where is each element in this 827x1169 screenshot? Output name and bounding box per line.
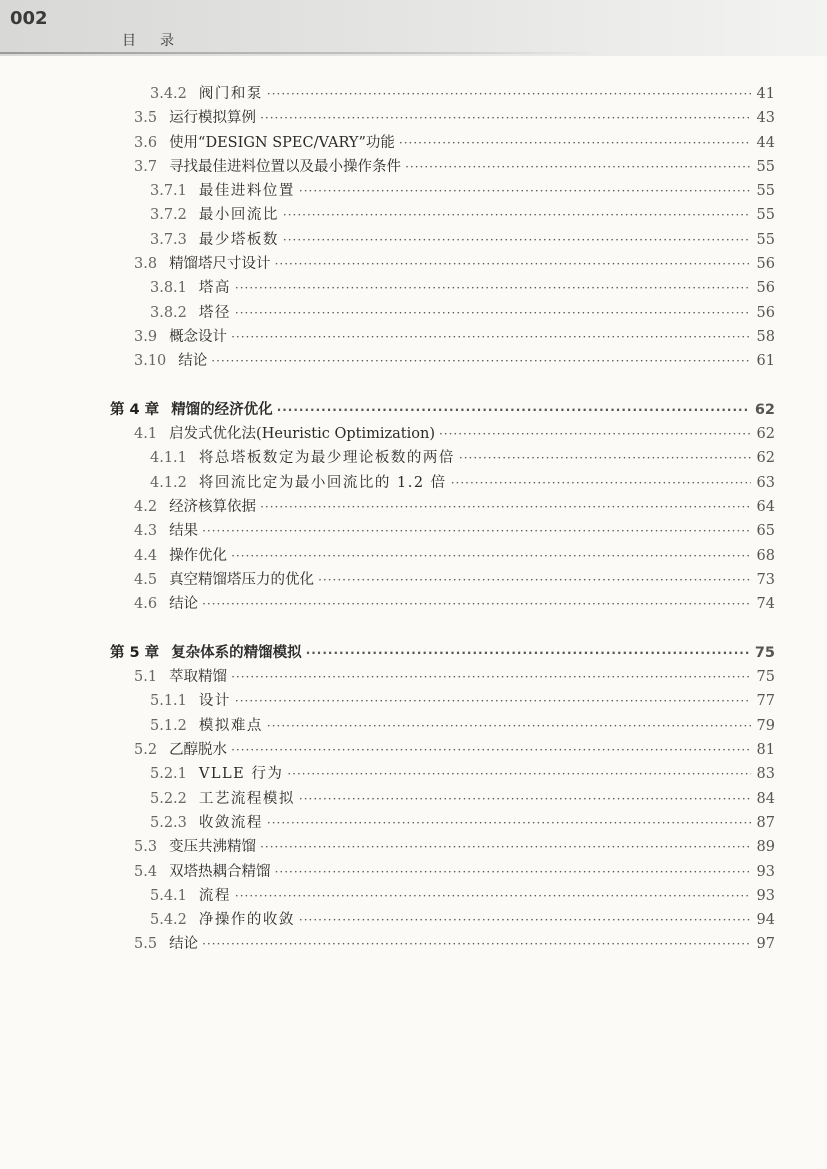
toc-dot-leader [275, 860, 751, 884]
header-rule [0, 52, 600, 54]
toc-dot-leader [235, 884, 751, 908]
toc-entry[interactable] [110, 689, 775, 713]
toc-dot-leader [235, 689, 751, 713]
toc-dot-leader [283, 228, 751, 252]
toc-dot-leader [260, 495, 750, 519]
toc-entry-page: 87 [756, 814, 775, 831]
toc-dot-leader [202, 592, 750, 616]
toc-entry[interactable] [110, 131, 775, 155]
toc-entry-page: 55 [756, 207, 775, 224]
toc-entry[interactable] [110, 932, 775, 956]
toc-entry[interactable] [110, 446, 775, 470]
toc-dot-leader [231, 325, 750, 349]
toc-entry-page: 41 [756, 86, 775, 102]
header-title: 目录 [122, 33, 198, 49]
toc-entry-page: 97 [756, 936, 775, 953]
toc-entry-number: 5.2.2 [150, 790, 187, 807]
toc-entry-title: 流程 [198, 887, 231, 904]
toc-entry-number: 3.4.2 [150, 86, 187, 102]
toc-entry-number: 5.5 [134, 936, 158, 953]
toc-entry-title: 将总塔板数定为最少理论板数的两倍 [198, 450, 455, 467]
toc-dot-leader [283, 203, 751, 227]
toc-entry-page: 93 [756, 863, 775, 880]
toc-dot-leader [299, 787, 751, 811]
toc-entry[interactable] [110, 349, 775, 373]
toc-entry-number: 3.5 [134, 110, 158, 127]
toc-entry-number: 3.9 [134, 328, 158, 345]
toc-entry[interactable] [110, 252, 775, 276]
toc-entry-number: 5.4.2 [150, 912, 187, 929]
toc-entry-page: 56 [756, 304, 775, 321]
toc-entry[interactable] [110, 422, 775, 446]
toc-entry-page: 64 [756, 499, 775, 516]
toc-entry-number: 4.3 [134, 523, 158, 540]
toc-entry-title: 乙醇脱水 [169, 742, 228, 759]
toc-entry-number: 5.1.2 [150, 717, 187, 734]
toc-entry-page: 84 [756, 790, 775, 807]
toc-entry-number: 5.1.1 [150, 693, 187, 710]
toc-entry-title: 复杂体系的精馏模拟 [171, 644, 302, 661]
toc-entry-page: 62 [756, 426, 775, 443]
toc-entry-title: 概念设计 [169, 328, 228, 345]
toc-entry-title: 结果 [169, 523, 199, 540]
toc-dot-leader [260, 835, 750, 859]
toc-dot-leader [260, 106, 750, 130]
toc-entry[interactable] [110, 811, 775, 835]
toc-entry-number: 4.6 [134, 596, 158, 613]
section-gap [110, 617, 775, 641]
toc-entry-page: 75 [754, 644, 775, 661]
toc-entry-number: 4.1.1 [150, 450, 187, 467]
toc-entry-page: 63 [756, 474, 775, 491]
toc-entry-number: 4.1 [134, 426, 158, 443]
toc-entry-number: 4.1.2 [150, 474, 187, 491]
toc-entry-page: 73 [756, 571, 775, 588]
toc-entry[interactable] [110, 276, 775, 300]
toc-entry-title: 净操作的收敛 [198, 912, 295, 929]
toc-entry[interactable] [110, 714, 775, 738]
toc-entry-page: 93 [756, 887, 775, 904]
toc-entry-number: 3.7 [134, 158, 158, 175]
toc-entry[interactable] [110, 325, 775, 349]
toc-dot-leader [267, 714, 751, 738]
toc-entry[interactable] [110, 908, 775, 932]
toc-entry-page: 65 [756, 523, 775, 540]
toc-entry-page: 62 [754, 401, 775, 418]
toc-entry-page: 58 [756, 328, 775, 345]
table-of-contents [110, 82, 775, 957]
toc-entry-number: 第 5 章 [110, 644, 160, 661]
toc-entry-number: 3.8 [134, 256, 158, 273]
toc-dot-leader [231, 738, 750, 762]
toc-entry-number: 3.6 [134, 134, 158, 151]
toc-entry-page: 83 [756, 766, 775, 783]
toc-entry-title: 模拟难点 [198, 717, 263, 734]
toc-entry[interactable] [110, 301, 775, 325]
toc-entry-title: 结论 [169, 936, 199, 953]
page-number: 002 [10, 8, 48, 29]
toc-entry[interactable] [110, 835, 775, 859]
toc-entry-title: 真空精馏塔压力的优化 [169, 571, 315, 588]
toc-dot-leader [277, 398, 749, 422]
toc-dot-leader [405, 155, 750, 179]
toc-entry-title: 收敛流程 [198, 814, 263, 831]
toc-entry-number: 3.10 [134, 353, 167, 370]
toc-entry-title: 寻找最佳进料位置以及最小操作条件 [169, 158, 402, 175]
toc-entry-title: 将回流比定为最小回流比的 1.2 倍 [198, 474, 447, 491]
toc-entry[interactable] [110, 82, 775, 106]
toc-entry-title: 最少塔板数 [198, 231, 279, 248]
toc-entry[interactable] [110, 519, 775, 543]
toc-entry-page: 55 [756, 231, 775, 248]
toc-entry-title: 设计 [198, 693, 231, 710]
toc-entry-title: 双塔热耦合精馏 [169, 863, 271, 880]
toc-entry-page: 89 [756, 839, 775, 856]
toc-entry-number: 3.7.2 [150, 207, 187, 224]
toc-entry-number: 第 4 章 [110, 401, 160, 418]
toc-dot-leader [202, 932, 750, 956]
toc-entry-page: 77 [756, 693, 775, 710]
toc-dot-leader [202, 519, 750, 543]
toc-entry-title: 工艺流程模拟 [198, 790, 295, 807]
toc-entry-title: VLLE 行为 [198, 766, 284, 783]
toc-entry[interactable] [110, 860, 775, 884]
toc-entry[interactable] [110, 665, 775, 689]
toc-dot-leader [399, 131, 751, 155]
toc-entry-title: 最小回流比 [198, 207, 279, 224]
toc-entry[interactable] [110, 884, 775, 908]
toc-entry-page: 75 [756, 669, 775, 686]
toc-entry[interactable] [110, 568, 775, 592]
toc-entry-title: 操作优化 [169, 547, 228, 564]
toc-entry-title: 经济核算依据 [169, 499, 257, 516]
toc-entry[interactable] [110, 179, 775, 203]
toc-entry-title: 启发式优化法(Heuristic Optimization) [169, 426, 435, 443]
toc-entry-title: 精馏塔尺寸设计 [169, 256, 271, 273]
toc-entry-number: 3.8.1 [150, 280, 187, 297]
toc-entry-number: 5.2.3 [150, 814, 187, 831]
toc-entry-number: 4.4 [134, 547, 158, 564]
toc-entry-number: 5.2.1 [150, 766, 187, 783]
toc-entry-title: 变压共沸精馏 [169, 839, 257, 856]
toc-entry[interactable] [110, 592, 775, 616]
toc-entry-page: 79 [756, 717, 775, 734]
toc-chapter-entry[interactable] [110, 398, 775, 422]
toc-entry-number: 5.2 [134, 742, 158, 759]
toc-entry-title: 塔高 [198, 280, 231, 297]
toc-dot-leader [299, 908, 751, 932]
toc-entry-title: 结论 [169, 596, 199, 613]
toc-entry-page: 43 [756, 110, 775, 127]
toc-dot-leader [231, 665, 750, 689]
toc-entry-page: 94 [756, 912, 775, 929]
toc-entry-number: 4.2 [134, 499, 158, 516]
toc-chapter-entry[interactable] [110, 641, 775, 665]
toc-dot-leader [318, 568, 750, 592]
toc-entry-number: 5.3 [134, 839, 158, 856]
toc-dot-leader [287, 762, 750, 786]
toc-entry-page: 74 [756, 596, 775, 613]
toc-entry-number: 5.1 [134, 669, 158, 686]
toc-entry-page: 68 [756, 547, 775, 564]
section-gap [110, 374, 775, 398]
toc-entry-page: 56 [756, 256, 775, 273]
toc-entry-page: 55 [756, 158, 775, 175]
toc-entry[interactable] [110, 106, 775, 130]
toc-entry-title: 使用“DESIGN SPEC/VARY”功能 [169, 134, 395, 151]
toc-entry[interactable] [110, 762, 775, 786]
toc-entry-number: 3.7.3 [150, 231, 187, 248]
toc-entry-page: 61 [756, 353, 775, 370]
toc-dot-leader [306, 641, 749, 665]
toc-dot-leader [231, 544, 750, 568]
toc-entry[interactable] [110, 203, 775, 227]
toc-entry-title: 塔径 [198, 304, 231, 321]
toc-entry[interactable] [110, 155, 775, 179]
toc-entry-number: 5.4 [134, 863, 158, 880]
toc-entry[interactable] [110, 738, 775, 762]
toc-dot-leader [275, 252, 751, 276]
toc-dot-leader [459, 446, 751, 470]
toc-entry-number: 5.4.1 [150, 887, 187, 904]
toc-dot-leader [211, 349, 750, 373]
toc-entry[interactable] [110, 544, 775, 568]
toc-dot-leader [451, 471, 751, 495]
toc-entry-page: 62 [756, 450, 775, 467]
toc-entry-title: 最佳进料位置 [198, 183, 295, 200]
toc-entry[interactable] [110, 471, 775, 495]
toc-dot-leader [299, 179, 751, 203]
toc-entry-title: 萃取精馏 [169, 669, 228, 686]
toc-entry-page: 81 [756, 742, 775, 759]
toc-entry[interactable] [110, 495, 775, 519]
toc-entry-title: 阀门和泵 [198, 86, 263, 102]
toc-dot-leader [267, 811, 751, 835]
toc-entry-page: 44 [756, 134, 775, 151]
toc-entry[interactable] [110, 228, 775, 252]
toc-dot-leader [235, 301, 751, 325]
toc-dot-leader [439, 422, 751, 446]
toc-entry-page: 56 [756, 280, 775, 297]
toc-entry[interactable] [110, 787, 775, 811]
toc-entry-number: 3.8.2 [150, 304, 187, 321]
toc-dot-leader [267, 82, 751, 106]
toc-entry-number: 3.7.1 [150, 183, 187, 200]
toc-entry-title: 精馏的经济优化 [171, 401, 273, 418]
toc-entry-number: 4.5 [134, 571, 158, 588]
toc-entry-title: 运行模拟算例 [169, 110, 257, 127]
toc-entry-title: 结论 [178, 353, 208, 370]
toc-dot-leader [235, 276, 751, 300]
toc-entry-page: 55 [756, 183, 775, 200]
